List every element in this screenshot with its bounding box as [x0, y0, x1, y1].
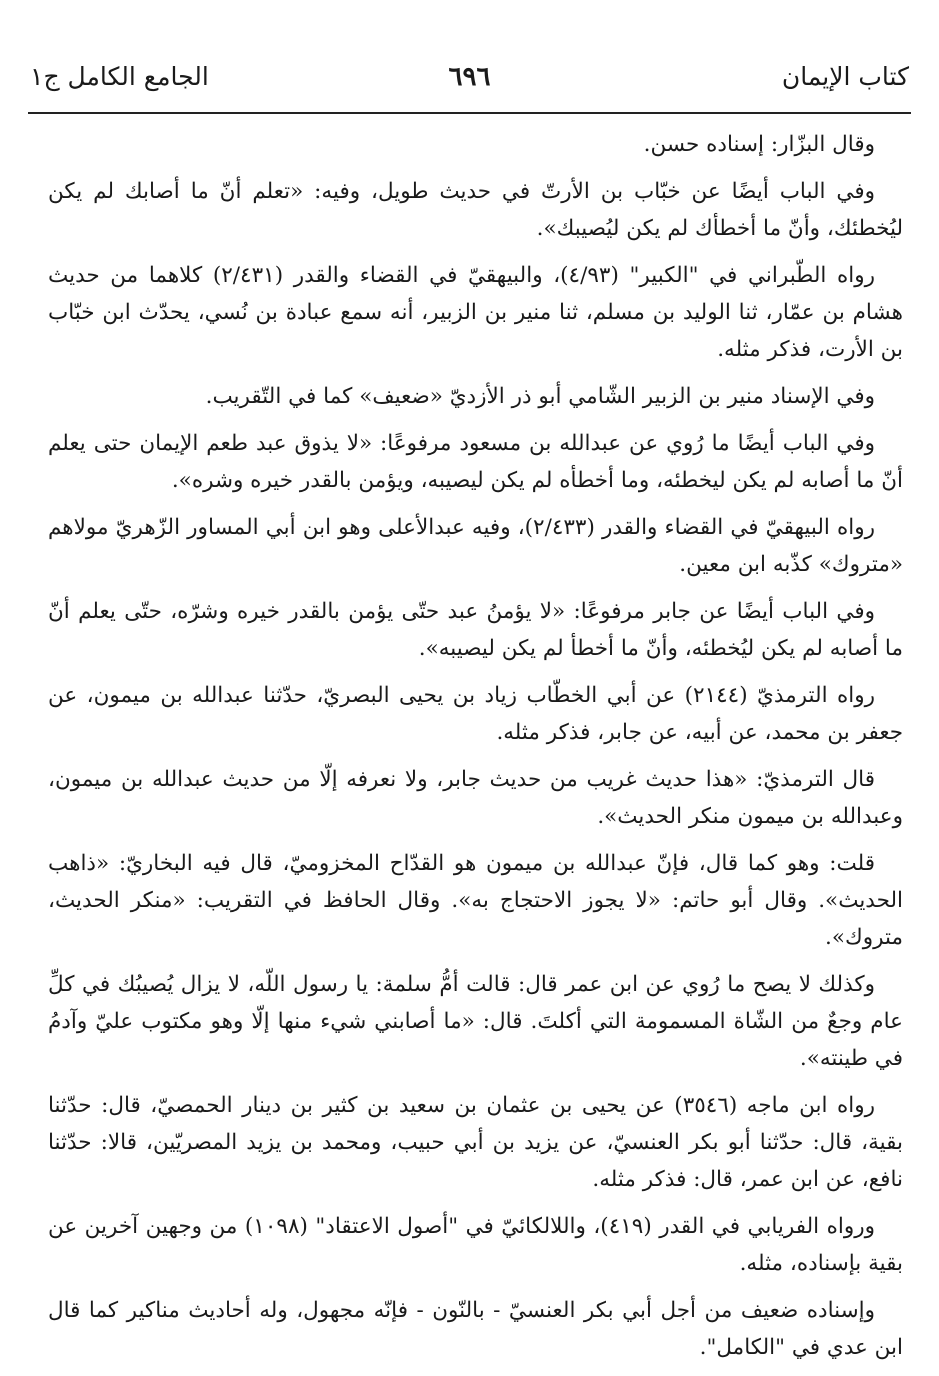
- page-number: ٦٩٦: [448, 62, 491, 92]
- chapter-title: كتاب الإيمان: [781, 62, 909, 91]
- paragraph: قال الترمذيّ: «هذا حديث غريب من حديث جابر، ولا نعرفه إلّا من حديث عبدالله بن ميمون، وعبدالله بن ميمون منكر الحديث».: [48, 767, 903, 829]
- paragraph: وفي الإسناد منير بن الزبير الشّامي أبو ذر الأزديّ «ضعيف» كما في التّقريب.: [205, 384, 875, 409]
- book-series-title: الجامع الكامل ج١: [30, 62, 209, 91]
- paragraph: رواه الطّبراني في "الكبير" (٤/٩٣)، والبيهقيّ في القضاء والقدر (٢/٤٣١) كلاهما من حديث هشام بن عمّار، ثنا الوليد بن مسلم، ثنا منير بن الزبير، أنه سمع عبادة بن نُسي، يحدّث ابن خبّاب بن الأرت، فذكر مثله.: [48, 263, 903, 362]
- paragraph: رواه ابن ماجه (٣٥٤٦) عن يحيى بن عثمان بن سعيد بن كثير بن دينار الحمصيّ، قال: حدّثنا بقية، قال: حدّثنا أبو بكر العنسيّ، عن يزيد بن أبي حبيب، ومحمد بن يزيد المصريّين، قالا: حدّثنا نافع، عن ابن عمر، قال: فذكر مثله.: [48, 1093, 903, 1192]
- paragraph: وفي الباب أيضًا عن خبّاب بن الأرتّ في حديث طويل، وفيه: «تعلم أنّ ما أصابك لم يكن ليُخطئك، وأنّ ما أخطأك لم يكن ليُصيبك».: [48, 179, 903, 241]
- paragraph: رواه البيهقيّ في القضاء والقدر (٢/٤٣٣)، وفيه عبدالأعلى وهو ابن أبي المساور الزّهريّ مولاهم «متروك» كذّبه ابن معين.: [48, 515, 903, 577]
- page-body: [48, 126, 903, 1376]
- header-divider: [28, 112, 911, 114]
- paragraph: ورواه الفريابي في القدر (٤١٩)، واللالكائيّ في "أصول الاعتقاد" (١٠٩٨) من وجهين آخرين عن بقية بإسناده، مثله.: [48, 1214, 903, 1276]
- paragraph: وفي الباب أيضًا عن جابر مرفوعًا: «لا يؤمنُ عبد حتّى يؤمن بالقدر خيره وشرّه، حتّى يعلم أنّ ما أصابه لم يكن ليُخطئه، وأنّ ما أخطأ لم يكن ليصيبه».: [48, 599, 903, 661]
- paragraph: رواه الترمذيّ (٢١٤٤) عن أبي الخطّاب زياد بن يحيى البصريّ، حدّثنا عبدالله بن ميمون، عن جعفر بن محمد، عن أبيه، عن جابر، فذكر مثله.: [48, 683, 903, 745]
- paragraph: وكذلك لا يصح ما رُوي عن ابن عمر قال: قالت أمُّ سلمة: يا رسول اللّه، لا يزال يُصيبُك في كلِّ عام وجعٌ من الشّاة المسمومة التي أكلتَ. قال: «ما أصابني شيء منها إلّا وهو مكتوب عليّ وآدمُ في طينته».: [48, 972, 903, 1071]
- paragraph: قلت: وهو كما قال، فإنّ عبدالله بن ميمون هو القدّاح المخزوميّ، قال فيه البخاريّ: «ذاهب الحديث». وقال أبو حاتم: «لا يجوز الاحتجاج به». وقال الحافظ في التقريب: «منكر الحديث، متروك».: [48, 851, 903, 950]
- paragraph: وقال البزّار: إسناده حسن.: [643, 132, 875, 157]
- paragraph: وإسناده ضعيف من أجل أبي بكر العنسيّ - بالنّون - فإنّه مجهول، وله أحاديث مناكير كما قال ابن عدي في "الكامل".: [48, 1298, 903, 1360]
- paragraph: وفي الباب أيضًا ما رُوي عن عبدالله بن مسعود مرفوعًا: «لا يذوق عبد طعم الإيمان حتى يعلم أنّ ما أصابه لم يكن ليخطئه، وما أخطأه لم يكن ليصيبه، ويؤمن بالقدر خيره وشره».: [48, 431, 903, 493]
- page-header: [30, 62, 909, 102]
